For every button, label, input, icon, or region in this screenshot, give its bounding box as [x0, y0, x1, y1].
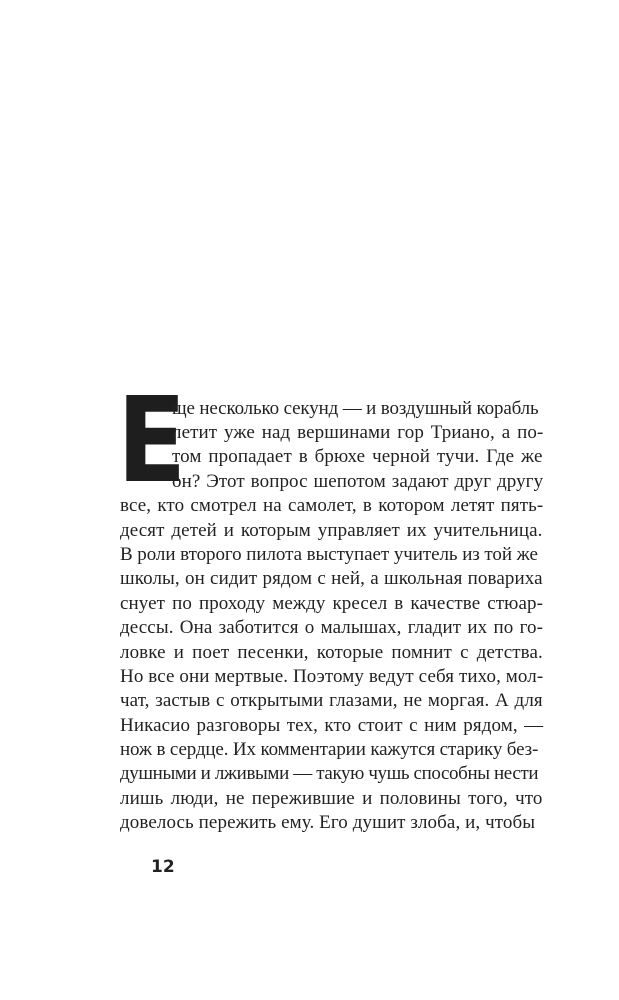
- text-line-18: довелось пережить ему. Его душит злоба, и, чтобы: [120, 812, 536, 833]
- page-number: 12: [151, 857, 175, 877]
- text-line-16: душными и лживыми — такую чушь способны нести: [120, 763, 539, 784]
- text-line-11: ловке и поет песенки, которые помнит с детства.: [120, 642, 543, 663]
- text-line-9: снует по проходу между кресел в качестве стюар-: [120, 593, 544, 614]
- text-line-12: Но все они мертвые. Поэтому ведут себя тихо, мол-: [120, 666, 544, 687]
- text-line-1: ще несколько секунд — и воздушный корабль: [172, 398, 539, 419]
- text-line-2: летит уже над вершинами гор Триано, а по-: [172, 422, 544, 443]
- text-line-8: школы, он сидит рядом с ней, а школьная повариха: [120, 568, 543, 589]
- dropcap: Е: [117, 371, 187, 509]
- text-line-3: том пропадает в брюхе черной тучи. Где же: [172, 446, 543, 467]
- text-line-10: дессы. Она заботится о малышах, гладит их по го-: [120, 617, 544, 638]
- text-line-7: В роли второго пилота выступает учитель из той же: [120, 544, 538, 565]
- text-line-17: лишь люди, не пережившие и половины того, что: [120, 788, 543, 809]
- text-line-6: десят детей и которым управляет их учительница.: [120, 520, 543, 541]
- text-line-5: все, кто смотрел на самолет, в котором летят пять-: [120, 495, 544, 516]
- text-line-14: Никасио разговоры тех, кто стоит с ним рядом, —: [120, 715, 544, 736]
- text-line-4: он? Этот вопрос шепотом задают друг другу: [172, 471, 544, 492]
- text-line-15: нож в сердце. Их комментарии кажутся старику без-: [120, 739, 539, 760]
- text-line-13: чат, застыв с открытыми глазами, не моргая. А для: [120, 690, 543, 711]
